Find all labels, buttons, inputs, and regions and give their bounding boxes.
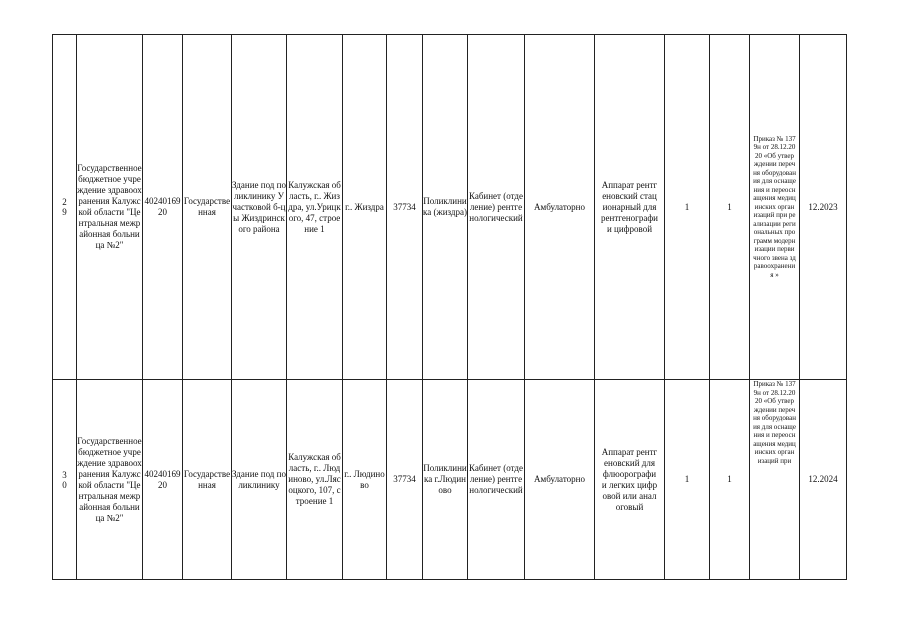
equipment-table — [52, 34, 847, 580]
equipment-cell: Аппарат рентгеновский для флюорографии легких цифровой или аналоговый — [595, 380, 665, 580]
quantity-a-cell: 1 — [665, 35, 710, 380]
date-cell: 12.2024 — [800, 380, 847, 580]
row-number: 30 — [53, 380, 77, 580]
department-cell: Кабинет (отделение) рентгенологический — [468, 35, 525, 380]
care-type-cell: Амбулаторно — [525, 380, 595, 580]
locality-cell: г.. Жиздра — [343, 35, 387, 380]
building-cell: Здание под поликлинику Участковой б-цы Жиздринского района — [232, 35, 287, 380]
code-cell: 37734 — [387, 380, 423, 580]
equipment-cell: Аппарат рентгеновский стационарный для рентгенографии цифровой — [595, 35, 665, 380]
care-type-cell: Амбулаторно — [525, 35, 595, 380]
ownership-cell: Государственная — [183, 380, 232, 580]
subdivision-cell: Поликлиника г.Людиново — [423, 380, 468, 580]
inn-cell: 4024016920 — [143, 35, 183, 380]
address-cell: Калужская область, г.. Людиново, ул.Лясоцкого, 107, строение 1 — [287, 380, 343, 580]
organization-cell: Государственное бюджетное учреждение здравоохранения Калужской области "Центральная межрайонная больница №2" — [77, 35, 143, 380]
quantity-b-cell: 1 — [710, 380, 750, 580]
ownership-cell: Государственная — [183, 35, 232, 380]
quantity-b-cell: 1 — [710, 35, 750, 380]
inn-cell: 4024016920 — [143, 380, 183, 580]
row-number: 29 — [53, 35, 77, 380]
quantity-a-cell: 1 — [665, 380, 710, 580]
table-row — [53, 380, 847, 580]
building-cell: Здание под поликлинику — [232, 380, 287, 580]
date-cell: 12.2023 — [800, 35, 847, 380]
department-cell: Кабинет (отделение) рентгенологический — [468, 380, 525, 580]
organization-cell: Государственное бюджетное учреждение здравоохранения Калужской области "Центральная межрайонная больница №2" — [77, 380, 143, 580]
subdivision-cell: Поликлиника (жиздра) — [423, 35, 468, 380]
locality-cell: г.. Людиново — [343, 380, 387, 580]
table-row — [53, 35, 847, 380]
code-cell: 37734 — [387, 35, 423, 380]
basis-cell: Приказ № 1379н от 28.12.2020 «Об утверждении перечня оборудования для оснащения и переоснащения медицинских организаций при реализации региональных программ модернизации первичного звена здравоохранения » — [750, 35, 800, 380]
address-cell: Калужская область, г.. Жиздра, ул.Урицкого, 47, строение 1 — [287, 35, 343, 380]
basis-cell: Приказ № 1379н от 28.12.2020 «Об утверждении перечня оборудования для оснащения и переоснащения медицинских организаций при — [750, 380, 800, 580]
